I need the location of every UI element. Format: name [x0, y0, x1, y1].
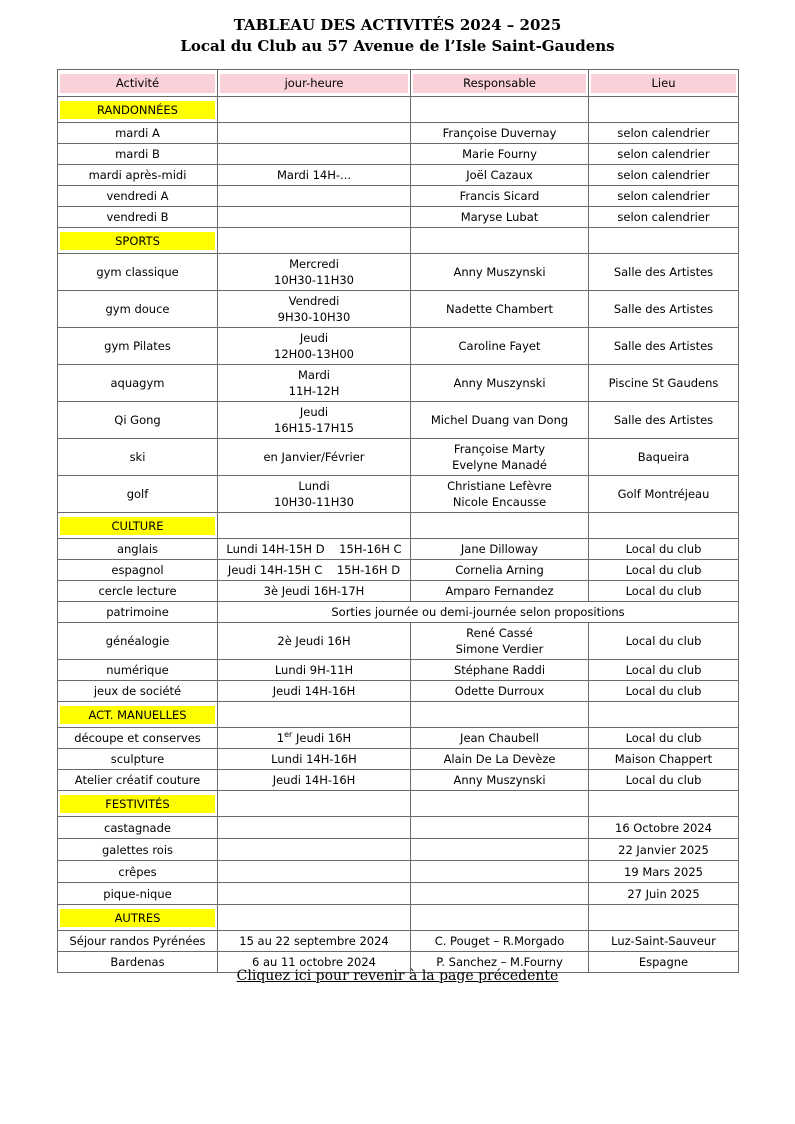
section-row-sports: [58, 228, 739, 254]
cell-activite: généalogie: [58, 623, 218, 660]
cell-activite: gym Pilates: [58, 328, 218, 365]
cell-lieu: Local du club: [589, 681, 739, 702]
table-row: [58, 123, 739, 144]
cell-activite: Bardenas: [58, 952, 218, 973]
section-label: SPORTS: [58, 228, 218, 254]
table-row: [58, 165, 739, 186]
cell-activite: vendredi B: [58, 207, 218, 228]
cell-responsable: P. Sanchez – M.Fourny: [411, 952, 589, 973]
header-lieu: Lieu: [589, 70, 739, 97]
table-row: [58, 328, 739, 365]
cell-activite: crêpes: [58, 861, 218, 883]
cell-jour-heure: Lundi 10H30-11H30: [218, 476, 411, 513]
cell-responsable: Alain De La Devèze: [411, 749, 589, 770]
section-label: AUTRES: [58, 905, 218, 931]
section-row-manuelles: [58, 702, 739, 728]
cell-responsable: Amparo Fernandez: [411, 581, 589, 602]
cell-lieu: selon calendrier: [589, 123, 739, 144]
header-jour-heure: jour-heure: [218, 70, 411, 97]
cell-activite: pique-nique: [58, 883, 218, 905]
cell-responsable: [411, 883, 589, 905]
cell-lieu: 16 Octobre 2024: [589, 817, 739, 839]
table-row: [58, 660, 739, 681]
cell-lieu: Local du club: [589, 623, 739, 660]
cell-jour-heure: 3è Jeudi 16H-17H: [218, 581, 411, 602]
cell-jour-heure: Mercredi 10H30-11H30: [218, 254, 411, 291]
cell-responsable: Françoise Marty Evelyne Manadé: [411, 439, 589, 476]
section-row-festivites: [58, 791, 739, 817]
cell-activite: aquagym: [58, 365, 218, 402]
cell-jour-heure: Jeudi 16H15-17H15: [218, 402, 411, 439]
cell-lieu: Luz-Saint-Sauveur: [589, 931, 739, 952]
cell-responsable: Christiane Lefèvre Nicole Encausse: [411, 476, 589, 513]
cell-activite: jeux de société: [58, 681, 218, 702]
cell-activite: vendredi A: [58, 186, 218, 207]
cell-activite: Qi Gong: [58, 402, 218, 439]
cell-jour-heure: Lundi 14H-15H D 15H-16H C: [218, 539, 411, 560]
cell-jour-heure: 6 au 11 octobre 2024: [218, 952, 411, 973]
cell-responsable: René Cassé Simone Verdier: [411, 623, 589, 660]
cell-lieu: selon calendrier: [589, 144, 739, 165]
cell-responsable: Francis Sicard: [411, 186, 589, 207]
cell-activite: mardi après-midi: [58, 165, 218, 186]
section-label: ACT. MANUELLES: [58, 702, 218, 728]
cell-lieu: Local du club: [589, 581, 739, 602]
cell-responsable: Stéphane Raddi: [411, 660, 589, 681]
cell-activite: découpe et conserves: [58, 728, 218, 749]
cell-responsable: [411, 839, 589, 861]
cell-jour-heure: [218, 186, 411, 207]
cell-jour-heure: Vendredi 9H30-10H30: [218, 291, 411, 328]
cell-lieu: Espagne: [589, 952, 739, 973]
cell-jour-heure: Jeudi 12H00-13H00: [218, 328, 411, 365]
section-label: RANDONNÉES: [58, 97, 218, 123]
cell-activite: anglais: [58, 539, 218, 560]
cell-activite: gym douce: [58, 291, 218, 328]
cell-responsable: Françoise Duvernay: [411, 123, 589, 144]
table-row: [58, 539, 739, 560]
cell-jour-heure: [218, 817, 411, 839]
cell-activite: mardi B: [58, 144, 218, 165]
table-row: [58, 560, 739, 581]
cell-jour-heure: en Janvier/Février: [218, 439, 411, 476]
cell-lieu: Piscine St Gaudens: [589, 365, 739, 402]
page-header: [0, 15, 795, 57]
cell-lieu: Salle des Artistes: [589, 254, 739, 291]
page-title: TABLEAU DES ACTIVITÉS 2024 – 2025: [233, 16, 562, 34]
cell-responsable: Nadette Chambert: [411, 291, 589, 328]
cell-jour-heure: [218, 883, 411, 905]
cell-jour-heure: [218, 861, 411, 883]
cell-lieu: Local du club: [589, 770, 739, 791]
table-row: [58, 623, 739, 660]
cell-activite: Atelier créatif couture: [58, 770, 218, 791]
table-row: [58, 144, 739, 165]
cell-responsable: Maryse Lubat: [411, 207, 589, 228]
cell-jour-heure: Mardi 11H-12H: [218, 365, 411, 402]
cell-responsable: Joël Cazaux: [411, 165, 589, 186]
cell-responsable: Marie Fourny: [411, 144, 589, 165]
section-row-randonnees: [58, 97, 739, 123]
cell-lieu: Golf Montréjeau: [589, 476, 739, 513]
table-row: [58, 861, 739, 883]
table-row: [58, 254, 739, 291]
cell-jour-heure: 2è Jeudi 16H: [218, 623, 411, 660]
cell-lieu: selon calendrier: [589, 186, 739, 207]
header-activite: Activité: [58, 70, 218, 97]
cell-responsable: Anny Muszynski: [411, 365, 589, 402]
cell-responsable: [411, 861, 589, 883]
table-row: [58, 681, 739, 702]
cell-jour-heure: Lundi 14H-16H: [218, 749, 411, 770]
cell-lieu: Local du club: [589, 539, 739, 560]
cell-responsable: Anny Muszynski: [411, 770, 589, 791]
table-row: [58, 402, 739, 439]
cell-lieu: Baqueira: [589, 439, 739, 476]
section-label: CULTURE: [58, 513, 218, 539]
activities-table: [57, 69, 739, 973]
cell-lieu: selon calendrier: [589, 207, 739, 228]
section-row-autres: [58, 905, 739, 931]
table-row: [58, 439, 739, 476]
cell-lieu: Local du club: [589, 660, 739, 681]
cell-lieu: 27 Juin 2025: [589, 883, 739, 905]
table-row: [58, 883, 739, 905]
cell-activite: castagnade: [58, 817, 218, 839]
cell-lieu: Salle des Artistes: [589, 328, 739, 365]
cell-jour-heure: Lundi 9H-11H: [218, 660, 411, 681]
cell-lieu: Salle des Artistes: [589, 291, 739, 328]
cell-merged-info: Sorties journée ou demi-journée selon propositions: [218, 602, 739, 623]
cell-jour-heure: 1er Jeudi 16H: [218, 728, 411, 749]
cell-activite: numérique: [58, 660, 218, 681]
cell-responsable: Jean Chaubell: [411, 728, 589, 749]
table-row: [58, 365, 739, 402]
cell-responsable: Michel Duang van Dong: [411, 402, 589, 439]
table-row: [58, 186, 739, 207]
cell-activite: galettes rois: [58, 839, 218, 861]
cell-activite: gym classique: [58, 254, 218, 291]
table-row: [58, 291, 739, 328]
page-subtitle: Local du Club au 57 Avenue de l’Isle Saint-Gaudens: [180, 37, 615, 55]
cell-activite: sculpture: [58, 749, 218, 770]
back-link[interactable]: Cliquez ici pour revenir à la page précedente: [236, 968, 559, 984]
cell-responsable: Cornelia Arning: [411, 560, 589, 581]
cell-activite: patrimoine: [58, 602, 218, 623]
cell-responsable: Jane Dilloway: [411, 539, 589, 560]
cell-jour-heure: [218, 207, 411, 228]
cell-responsable: C. Pouget – R.Morgado: [411, 931, 589, 952]
cell-jour-heure: 15 au 22 septembre 2024: [218, 931, 411, 952]
cell-responsable: [411, 817, 589, 839]
table-row: [58, 817, 739, 839]
section-label: FESTIVITÉS: [58, 791, 218, 817]
cell-jour-heure: [218, 144, 411, 165]
table-row: [58, 749, 739, 770]
cell-jour-heure: Jeudi 14H-16H: [218, 770, 411, 791]
cell-responsable: Odette Durroux: [411, 681, 589, 702]
section-row-culture: [58, 513, 739, 539]
cell-jour-heure: [218, 839, 411, 861]
cell-lieu: Maison Chappert: [589, 749, 739, 770]
cell-lieu: Local du club: [589, 560, 739, 581]
cell-jour-heure: Jeudi 14H-15H C 15H-16H D: [218, 560, 411, 581]
table-header-row: [58, 70, 739, 97]
cell-jour-heure: Mardi 14H-...: [218, 165, 411, 186]
cell-activite: golf: [58, 476, 218, 513]
table-row: [58, 581, 739, 602]
cell-lieu: Local du club: [589, 728, 739, 749]
table-row: [58, 931, 739, 952]
cell-lieu: 22 Janvier 2025: [589, 839, 739, 861]
cell-jour-heure: Jeudi 14H-16H: [218, 681, 411, 702]
header-responsable: Responsable: [411, 70, 589, 97]
table-row: [58, 839, 739, 861]
cell-lieu: Salle des Artistes: [589, 402, 739, 439]
table-row: [58, 770, 739, 791]
table-row: [58, 476, 739, 513]
cell-activite: espagnol: [58, 560, 218, 581]
cell-activite: mardi A: [58, 123, 218, 144]
cell-activite: Séjour randos Pyrénées: [58, 931, 218, 952]
cell-activite: ski: [58, 439, 218, 476]
table-row: [58, 602, 739, 623]
cell-responsable: Anny Muszynski: [411, 254, 589, 291]
cell-activite: cercle lecture: [58, 581, 218, 602]
table-row: [58, 207, 739, 228]
cell-lieu: 19 Mars 2025: [589, 861, 739, 883]
cell-lieu: selon calendrier: [589, 165, 739, 186]
cell-responsable: Caroline Fayet: [411, 328, 589, 365]
cell-jour-heure: [218, 123, 411, 144]
table-row: [58, 728, 739, 749]
